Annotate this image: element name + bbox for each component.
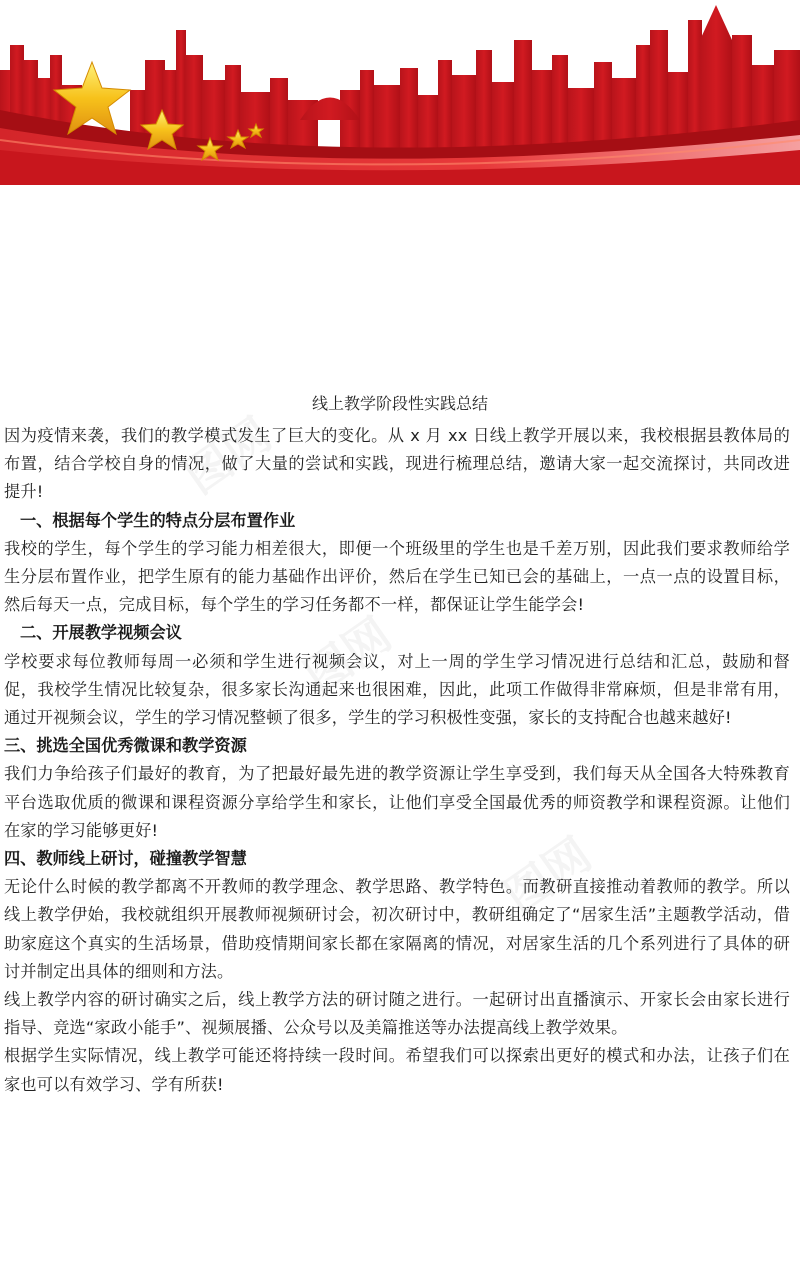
section-4-paragraph-2: 线上教学内容的研讨确实之后，线上教学方法的研讨随之进行。一起研讨出直播演示、开家长会由家长进行指导、竞选“家政小能手”、视频展播、公众号以及美篇推送等办法提高线上教学效果。 <box>4 990 790 1038</box>
section-2-paragraph: 学校要求每位教师每周一必须和学生进行视频会议，对上一周的学生学习情况进行总结和汇总，鼓励和督促，我校学生情况比较复杂，很多家长沟通起来也很困难，因此，此项工作做得非常麻烦，但是非常有用，通过开视频会议，学生的学习情况整顿了很多，学生的学习积极性变强，家长的支持配合也越来越好! <box>4 651 790 728</box>
document-body <box>0 386 800 1099</box>
section-4-paragraph-1: 无论什么时候的教学都离不开教师的教学理念、教学思路、教学特色。而教研直接推动着教师的教学。所以线上教学伊始，我校就组织开展教师视频研讨会，初次研讨中，教研组确定了“居家生活”主题教学活动，借助家庭这个真实的生活场景，借助疫情期间家长都在家隔离的情况，对居家生活的几个系列进行了具体的研讨并制定出具体的细则和方法。 <box>4 877 790 981</box>
section-3-paragraph: 我们力争给孩子们最好的教育，为了把最好最先进的教学资源让学生享受到，我们每天从全国各大特殊教育平台选取优质的微课和课程资源分享给学生和家长，让他们享受全国最优秀的师资教学和课程资源。让他们在家的学习能够更好! <box>4 764 790 840</box>
document-title: 线上教学阶段性实践总结 <box>311 394 488 413</box>
section-heading-4: 四、教师线上研讨，碰撞教学智慧 <box>4 849 247 869</box>
section-4-paragraph-3: 根据学生实际情况，线上教学可能还将持续一段时间。希望我们可以探索出更好的模式和办法，让孩子们在家也可以有效学习、学有所获! <box>4 1046 790 1094</box>
header-banner <box>0 0 800 185</box>
section-heading-1: 一、根据每个学生的特点分层布置作业 <box>20 510 296 530</box>
watermark: 图网 <box>494 826 601 924</box>
section-1-paragraph: 我校的学生，每个学生的学习能力相差很大，即便一个班级里的学生也是千差万别，因此我们要求教师给学生分层布置作业，把学生原有的能力基础作出评价，然后在学生已知已会的基础上，一点一点的设置目标，然后每天一点，完成目标，每个学生的学习任务都不一样，都保证让学生能学会! <box>4 538 790 615</box>
watermark: 图网 <box>174 406 281 504</box>
watermark: 图网 <box>294 606 401 704</box>
city-skyline-with-stars <box>0 0 800 185</box>
section-heading-3: 三、挑选全国优秀微课和教学资源 <box>4 736 247 756</box>
intro-paragraph: 因为疫情来袭，我们的教学模式发生了巨大的变化。从 x 月 xx 日线上教学开展以来，我校根据县教体局的布置，结合学校自身的情况，做了大量的尝试和实践，现进行梳理总结，邀请大家一起交流探讨，共同改进提升! <box>4 426 790 502</box>
section-heading-2: 二、开展教学视频会议 <box>20 623 182 643</box>
